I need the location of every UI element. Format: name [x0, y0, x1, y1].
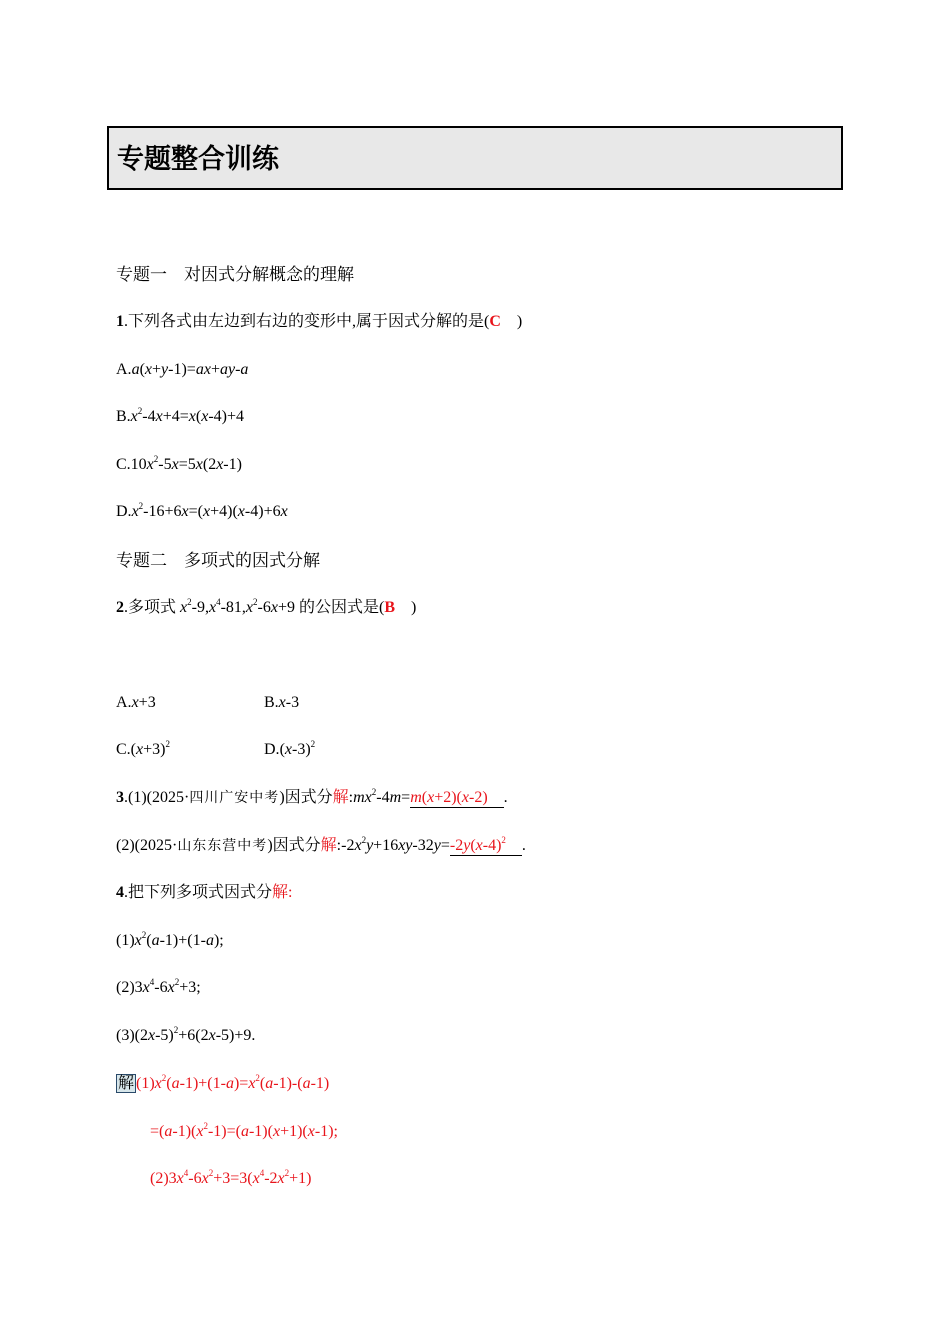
- section-heading-2: 专题二 多项式的因式分解: [116, 551, 320, 571]
- page-title: 专题整合训练: [117, 144, 279, 175]
- item-label: (3): [116, 1027, 135, 1044]
- solution-line-1: 解 $(1)x^2(a-1)+(1-a)=x^2(a-1)-(a-1)$: [118, 1073, 330, 1092]
- option-c: $C.(x+3)^2$: [116, 739, 170, 758]
- question-number: 4: [116, 884, 124, 901]
- q4-item-3: $(3)(2x-5)^2+6(2x-5)+9$.: [116, 1025, 256, 1044]
- question-stem: .下列各式由左边到右边的变形中,属于因式分解的是(: [124, 313, 490, 330]
- question-number: 2: [116, 599, 124, 616]
- option-label: D.: [116, 503, 132, 520]
- option-c: $C.10x^2-5x=5x(2x-1)$: [116, 454, 242, 473]
- keyword-jie: 解: [320, 837, 337, 854]
- exam-source: 四川广安中考: [189, 791, 280, 806]
- question-2: 2.多项式 $x^2-9,x^4-81,x^2-6x+9$ 的公因式是(B ): [116, 597, 417, 616]
- solution-line-2: $=(a-1)(x^2-1)=(a-1)(x+1)(x-1)$;: [150, 1121, 338, 1140]
- question-stem: )因式分: [279, 789, 333, 806]
- question-3-part-2: (2)(2025·山东东营中考)因式分解$:-2x^2y+16xy-32y=-2y(x-4)^2$ .: [116, 835, 526, 854]
- question-stem: .多项式: [124, 599, 181, 616]
- option-d: $D.(x-3)^2$: [264, 739, 316, 758]
- keyword-jie: 解: [332, 789, 349, 806]
- option-b: B.x-3: [264, 694, 300, 711]
- solution-label: 解: [118, 1075, 135, 1092]
- option-label: B.: [116, 408, 131, 425]
- question-prefix: (2)(2025·: [116, 837, 178, 854]
- option-b: $B.x^2-4x+4=x(x-4)+4$: [116, 406, 244, 425]
- close-paren: ): [394, 599, 417, 616]
- section-heading-1: 专题一 对因式分解概念的理解: [116, 265, 354, 285]
- option-a: A.a(x+y-1)=ax+ay-a: [116, 361, 249, 378]
- close-paren: ): [500, 313, 523, 330]
- question-stem-suffix: 的公因式是(: [294, 599, 385, 616]
- question-3-part-1: 3.(1)(2025·四川广安中考)因式分解$:mx^2-4m=m(x+2)(x-2)$ .: [116, 787, 508, 806]
- option-label: C.: [116, 741, 131, 758]
- item-label: (2): [116, 979, 135, 996]
- exam-source: 山东东营中考: [177, 839, 268, 854]
- option-d: $D.x^2-16+6x=(x+4)(x-4)+6x$: [116, 501, 288, 520]
- answer-choice: C: [489, 313, 501, 330]
- option-label: A.: [116, 694, 132, 711]
- question-prefix: .(1)(2025·: [124, 789, 190, 806]
- item-label: (1): [116, 932, 135, 949]
- title-box: [107, 126, 843, 190]
- question-number: 3: [116, 789, 124, 806]
- option-label: C.: [116, 456, 131, 473]
- answer-blank: $-2y(x-4)^2$: [450, 836, 522, 856]
- q4-item-2: $(2)3x^4-6x^2+3$;: [116, 977, 201, 996]
- question-stem: )因式分: [267, 837, 321, 854]
- keyword-jie: 解:: [272, 884, 293, 901]
- solution-line-3: $(2)3x^4-6x^2+3=3(x^4-2x^2+1)$: [150, 1168, 312, 1187]
- q4-item-1: $(1)x^2(a-1)+(1-a)$;: [116, 930, 224, 949]
- question-1: [116, 311, 522, 333]
- option-label: A.: [116, 361, 132, 378]
- question-number: 1: [116, 313, 124, 330]
- option-a: A.x+3: [116, 694, 156, 711]
- answer-choice: B: [384, 599, 395, 616]
- answer-blank: m(x+2)(x-2): [410, 788, 503, 808]
- question-4: [116, 882, 292, 904]
- option-label: D.: [264, 741, 280, 758]
- option-label: B.: [264, 694, 279, 711]
- question-stem: .把下列多项式因式分: [124, 884, 273, 901]
